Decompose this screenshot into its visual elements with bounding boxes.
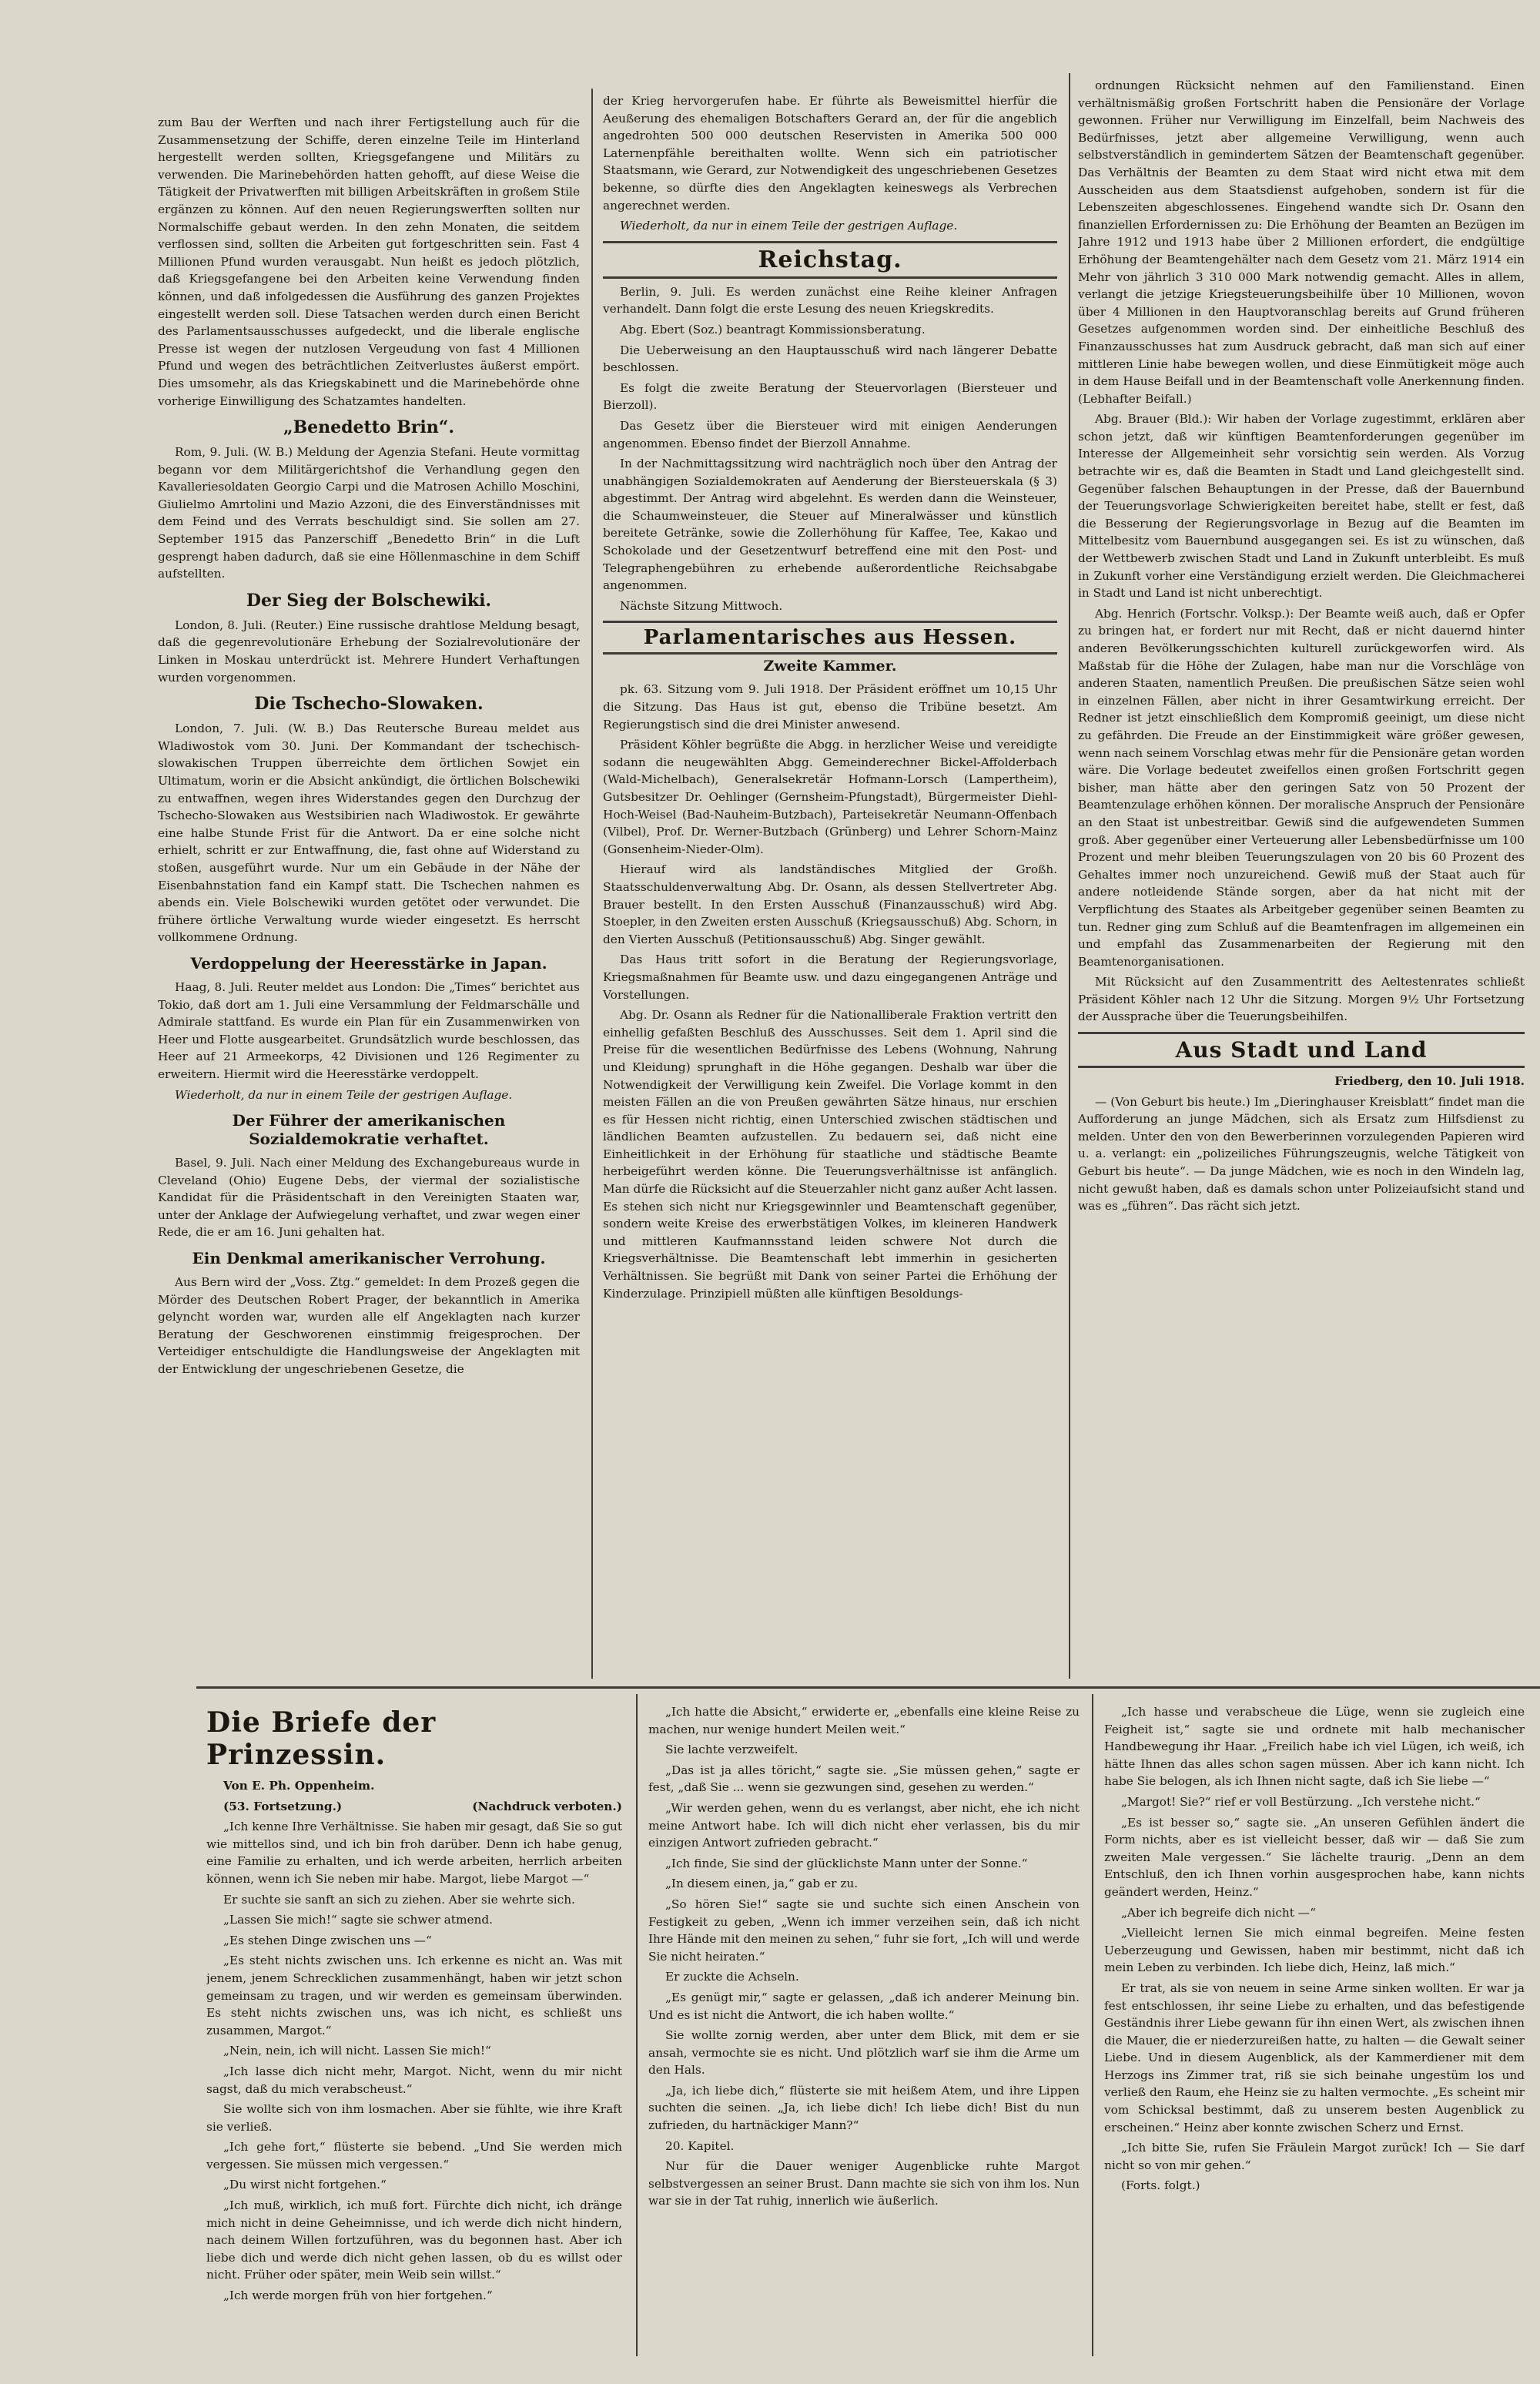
- hessen-header: [603, 621, 1057, 655]
- article-title: „Benedetto Brin“.: [283, 417, 455, 438]
- paragraph: Abg. Brauer (Bld.): Wir haben der Vorlage zugestimmt, erklären aber schon jetzt, daß wir künftigen Beamtenforderungen gegenüber im Interesse der Allgemeinheit sehr vorsichtig sein werden. Als Vorzug betrachte wir es, daß die Beamten in Stadt und Land gleichgestellt sind. Gegenüber falschen Behauptungen in der Presse, daß der Bauernbund der Teuerungsvorlage Schwierigkeiten bereitet habe, stellt er fest, daß die Besserung der Regierungsvorlage in Bezug auf die Beamten im Mittelbesitz vom Bauernbund ausgegangen sei. Es ist zu wünschen, daß der Wettbewerb zwischen Stadt und Land in Zukunft unterbleibt. Es muß in Zukunft vorher eine Verständigung erzielt werden. Die Gleichmacherei in Stadt und Land ist nicht unberechtigt.: [1078, 412, 1525, 601]
- paragraph: „Es genügt mir,“ sagte er gelassen, „daß ich anderer Meinung bin. Und es ist nicht die Antwort, die ich haben wollte.“: [648, 1990, 1080, 2022]
- novel-column-2-after: [648, 2158, 1080, 2210]
- stadt-body: [1078, 1093, 1525, 1215]
- paragraph: Er trat, als sie von neuem in seine Arme sinken wollten. Er war ja fest entschlossen, ihr seine Liebe zu erhalten, und das befestigende Geständnis ihrer Liebe gewann für ihn einen Wert, als zwischen ihnen die Mauer, die er niederzureißen hatte, zu halten — die Gewalt seiner Liebe. Und in diesem Augenblick, als der Kammerdiener mit dem Herzogs ins Zimmer trat, riß sie sich beinahe ungestüm los und verließ den Raum, ehe Heinz sie zu halten vermochte. „Es scheint mir vom Schicksal bestimmt, daß zu unserem besten Augenblick zu erscheinen.“ Heinz aber konnte zwischen Scherz und Ernst.: [1104, 1981, 1525, 2135]
- paragraph: „Margot! Sie?“ rief er voll Bestürzung. „Ich verstehe nicht.“: [1121, 1794, 1481, 1809]
- column-2-intro: [603, 92, 1057, 214]
- novel-chapter: 20. Kapitel.: [665, 2138, 735, 2153]
- hessen-subtitle: Zweite Kammer.: [763, 658, 897, 675]
- paragraph: „Ich muß, wirklich, ich muß fort. Fürchte dich nicht, ich dränge mich nicht in deine Geheimnisse, und ich werde dich nicht hindern, nach deinem Willen fortzuführen, was du begonnen hast. Aber ich liebe dich und werde dich nicht gehen lassen, ob du es willst oder nicht. Früher oder später, mein Weib sein willst.“: [206, 2198, 622, 2282]
- column-3-intro: [1078, 77, 1525, 1026]
- reichstag-body: [603, 283, 1057, 615]
- paragraph: „Ich werde morgen früh von hier fortgehen.“: [223, 2289, 493, 2303]
- paragraph: der Krieg hervorgerufen habe. Er führte als Beweismittel hierfür die Aeußerung des ehemaligen Botschafters Gerard an, der für die angeblich angedrohten 500 000 deutschen Reservisten in Amerika 500 000 Laternenpfähle bereithalten wollte. Wenn sich ein patriotischer Staatsmann, wie Gerard, zur Notwendigkeit des ungeschriebenen Gesetzes bekenne, so dürfte dies den Angeklagten keineswegs als Verbrechen angerechnet werden.: [603, 94, 1057, 213]
- article-title: Verdoppelung der Heeresstärke in Japan.: [190, 953, 547, 973]
- paragraph: „Nein, nein, ich will nicht. Lassen Sie mich!“: [223, 2044, 491, 2058]
- paragraph: Nur für die Dauer weniger Augenblicke ruhte Margot selbstvergessen an seiner Brust. Dann machte sie sich von ihm los. Nun war sie in der Tat ruhig, innerlich wie äußerlich.: [648, 2159, 1080, 2208]
- paragraph: Präsident Köhler begrüßte die Abgg. in herzlicher Weise und vereidigte sodann die neugewählten Abgg. Gemeinderechner Bickel-Affolderbach (Wald-Michelbach), Generalsekretär Hofmann-Lorsch (Lampertheim), Gutsbesitzer Dr. Oehlinger (Gernsheim-Pfungstadt), Bürgermeister Diehl-Hoch-Weisel (Bad-Nauheim-Butzbach), Parteisekretär Neumann-Offenbach (Vilbel), Prof. Dr. Werner-Butzbach (Grünberg) und Lehrer Schorn-Mainz (Gonsenheim-Nieder-Olm).: [603, 738, 1057, 856]
- article-title: Der Führer der amerikanischen Sozialdemokratie verhaftet.: [232, 1111, 506, 1149]
- repeat-note: Wiederholt, da nur in einem Teile der gestrigen Auflage.: [175, 1087, 513, 1102]
- novel-rights: (Nachdruck verboten.): [472, 1799, 622, 1813]
- column-1-articles: [158, 417, 580, 1378]
- paragraph: „Lassen Sie mich!“ sagte sie schwer atmend.: [223, 1913, 494, 1927]
- paragraph: Sie lachte verzweifelt.: [665, 1743, 798, 1757]
- column-rule-2: [1069, 73, 1070, 1679]
- paragraph: „Vielleicht lernen Sie mich einmal begreifen. Meine festen Ueberzeugung und Gewissen, haben mir bestimmt, nicht daß ich mein Leben zu verbinden. Ich liebe dich, Heinz, laß mich.“: [1104, 1926, 1525, 1975]
- paragraph: „Es ist besser so,“ sagte sie. „An unseren Gefühlen ändert die Form nichts, aber es ist vielleicht besser, daß wir — daß Sie zum zweiten Male vergessen.“ Sie lächelte traurig. „Denn an dem Entschluß, den ich Ihnen vorhin ausgesprochen habe, kann nichts geändert werden, Heinz.“: [1104, 1815, 1525, 1899]
- paragraph: Rom, 9. Juli. (W. B.) Meldung der Agenzia Stefani. Heute vormittag begann vor dem Militärgerichtshof die Verhandlung gegen den Kavalleriesoldaten Georgio Carpi und die Matrosen Achillo Moschini, Giulielmo Amrtolini und Mazio Azzoni, die des Einverständnisses mit dem Feind und des Verrats beschuldigt sind. Sie sollen am 27. September 1915 das Panzerschiff „Benedetto Brin“ in die Luft gesprengt haben dadurch, daß sie eine Höllenmaschine in dem Schiff aufstellten.: [158, 445, 580, 581]
- reichstag-title: Reichstag.: [758, 246, 902, 273]
- repeat-note: Wiederholt, da nur in einem Teile der gestrigen Auflage.: [620, 219, 958, 233]
- paragraph: Abg. Henrich (Fortschr. Volksp.): Der Beamte weiß auch, daß er Opfer zu bringen hat, er fordert nur mit Recht, daß er nicht dauernd hinter anderen Bevölkerungsschichten kulturell zurückgeworfen wird. Als Maßstab für die Höhe der Zulagen, habe man nur die Vorschläge von anderen Staaten, namentlich Preußen. Die preußischen Sätze seien wohl in einzelnen Fällen, aber nicht in ihrer Gesamtwirkung erreicht. Der Redner ist jetzt einschließlich dem Kompromiß geeinigt, um diese nicht zu gefährden. Die Freude an der Einstimmigkeit wäre größer gewesen, wenn nach seinem Vorschlag etwas mehr für die Pensionäre getan worden wäre. Die Vorlage bedeutet zweifellos einen großen Fortschritt gegen bisher, man hätte aber den geringen Satz von 50 Prozent der Beamtenzulage erhöhen können. Der moralische Anspruch der Pensionäre an den Staat ist unbestreitbar. Gewiß sind die aufgewendeten Summen groß. Aber gegenüber einer Verteuerung aller Lebensbedürfnisse um 100 Prozent und mehr bleiben Teuerungszulagen von 20 bis 60 Prozent des Gehaltes immer noch unzureichend. Gewiß muß der Staat auch für andere notleidende Stände sorgen, aber da hat nicht mit der Verpflichtung des Staates als Arbeitgeber gegenüber seinen Beamten zu tun. Redner ging zum Schluß auf die Beamtenfragen im allgemeinen ein und empfahl das Zusammenarbeiten der Regierung mit den Beamtenorganisationen.: [1078, 606, 1525, 969]
- novel-part-line: [206, 1798, 622, 1816]
- novel-continued: (Forts. folgt.): [1121, 2178, 1200, 2193]
- column-1: [158, 114, 580, 1677]
- paragraph: Abg. Dr. Osann als Redner für die Nationalliberale Fraktion vertritt den einhellig gefaßten Beschluß des Ausschusses. Seit dem 1. April sind die Preise für die wesentlichen Bedürfnisse des Lebens (Wohnung, Nahrung und Kleidung) sprunghaft in die Höhe gegangen. Deshalb war über die Notwendigkeit der Verwilligung kein Zweifel. Die Vorlage kommt in den meisten Fällen an die von Preußen gewährten Sätze hinaus, nur erschien es für Hessen nicht richtig, einen Unterschied zwischen städtischen und ländlichen Beamten aufzustellen. Zu bedauern sei, daß nicht eine Einheitlichkeit in der Erhöhung für staatliche und städtische Beamte herbeigeführt werden könne. Die Teuerungsverhältnisse ist anfänglich. Man dürfe die Rücksicht auf die Steuerzahler nicht ganz außer Acht lassen. Es stehen sich nicht nur Kriegsgewinnler und Beamtenschaft gegenüber, sondern weite Kreise des erwerbstätigen Volkes, im kleineren Handwerk und mittleren Kaufmannsstand leiden schwere Not durch die Kriegsverhältnisse. Die Beamtenschaft lebt immerhin in gesicherten Verhältnissen. Sie begrüßt mit Dank von seiner Partei die Erhöhung der Kinderzulage. Prinzipiell müßten alle künftigen Besoldungs-: [603, 1008, 1057, 1301]
- hessen-body: [603, 681, 1057, 1302]
- paragraph: „Das ist ja alles töricht,“ sagte sie. „Sie müssen gehen,“ sagte er fest, „daß Sie ... wenn sie gezwungen sind, gesehen zu werden.“: [648, 1763, 1080, 1795]
- paragraph: „Ich hasse und verabscheue die Lüge, wenn sie zugleich eine Feigheit ist,“ sagte sie und ordnete mit halb mechanischer Handbewegung ihr Haar. „Freilich habe ich viel Lügen, ich weiß, ich hätte Ihnen das alles schon sagen müssen. Aber ich kann nicht. Ich habe Sie belogen, als ich Ihnen nicht sagte, daß ich Sie liebe —“: [1104, 1705, 1525, 1789]
- novel-column-1: [206, 1703, 622, 2366]
- paragraph: „Ich bitte Sie, rufen Sie Fräulein Margot zurück! Ich — Sie darf nicht so von mir gehen.“: [1104, 2141, 1525, 2172]
- paragraph: „Ich kenne Ihre Verhältnisse. Sie haben mir gesagt, daß Sie so gut wie mittellos sind, und ich bin froh darüber. Denn ich habe genug, eine Familie zu erhalten, und ich werde arbeiten, herrlich arbeiten können, wenn ich Sie neben mir habe. Margot, liebe Margot —“: [206, 1820, 622, 1886]
- stadt-dateline: Friedberg, den 10. Juli 1918.: [1334, 1074, 1525, 1089]
- paragraph: „Ja, ich liebe dich,“ flüsterte sie mit heißem Atem, und ihre Lippen suchten die seinen. „Ja, ich liebe dich! Ich liebe dich! Bist du nun zufrieden, du hartnäckiger Mann?“: [648, 2083, 1080, 2133]
- novel-column-1-body: [206, 1818, 622, 2304]
- novel-author: Von E. Ph. Oppenheim.: [223, 1779, 375, 1793]
- stadt-header: [1078, 1032, 1525, 1068]
- feuilleton-rule: [196, 1686, 1540, 1689]
- paragraph: Basel, 9. Juli. Nach einer Meldung des Exchangebureaus wurde in Cleveland (Ohio) Eugene Debs, der viermal der sozialistische Kandidat für die Präsidentschaft in den Vereinigten Staaten war, unter der Anklage der Aufwiegelung verhaftet, und zwar wegen einer Rede, die er am 16. Juni gehalten hat.: [158, 1156, 580, 1240]
- paragraph: „Aber ich begreife dich nicht —“: [1121, 1905, 1316, 1920]
- paragraph: Sie wollte zornig werden, aber unter dem Blick, mit dem er sie ansah, vermochte sie es nicht. Und plötzlich warf sie ihm die Arme um den Hals.: [648, 2028, 1080, 2078]
- paragraph: „In diesem einen, ja,“ gab er zu.: [665, 1877, 859, 1891]
- paragraph: In der Nachmittagssitzung wird nachträglich noch über den Antrag der unabhängigen Sozialdemokraten auf Aenderung der Biersteuerskala (§ 3) abgestimmt. Der Antrag wird abgelehnt. Es werden dann die Weinsteuer, die Schaumweinsteuer, die Steuer auf Mineralwässer und künstlich bereitete Getränke, sowie die Zollerhöhung für Kaffee, Tee, Kakao und Schokolade und der Gesetzentwurf betreffend eine mit den Post- und Telegraphengebühren zu erhebende außerordentliche Reichsabgabe angenommen.: [603, 457, 1057, 593]
- hessen-title: Parlamentarisches aus Hessen.: [643, 626, 1017, 650]
- paragraph: Das Haus tritt sofort in die Beratung der Regierungsvorlage, Kriegsmaßnahmen für Beamte usw. und dazu eingegangenen Anträge und Vorstellungen.: [603, 953, 1057, 1002]
- paragraph: „Ich lasse dich nicht mehr, Margot. Nicht, wenn du mir nicht sagst, daß du mich verabscheust.“: [206, 2064, 622, 2096]
- article-title: Der Sieg der Bolschewiki.: [246, 590, 492, 611]
- paragraph: London, 8. Juli. (Reuter.) Eine russische drahtlose Meldung besagt, daß die gegenrevolutionäre Erhebung der Sozialrevolutionäre der Linken in Moskau unterdrückt ist. Mehrere Hundert Verhaftungen wurden vorgenommen.: [158, 618, 580, 685]
- paragraph: „Ich hatte die Absicht,“ erwiderte er, „ebenfalls eine kleine Reise zu machen, nur wenige hundert Meilen weit.“: [648, 1705, 1080, 1736]
- column-rule-1: [591, 89, 593, 1679]
- article-title: Ein Denkmal amerikanischer Verrohung.: [192, 1249, 546, 1268]
- paragraph: Aus Bern wird der „Voss. Ztg.“ gemeldet: In dem Prozeß gegen die Mörder des Deutschen Robert Prager, der bekanntlich in Amerika gelyncht worden war, wurden alle elf Angeklagten nach kurzer Beratung der Geschworenen einstimmig freigesprochen. Der Verteidiger entschuldigte die Handlungsweise der Angeklagten mit der Entwicklung der ungeschriebenen Gesetze, die: [158, 1275, 580, 1377]
- paragraph: Abg. Ebert (Soz.) beantragt Kommissionsberatung.: [620, 322, 926, 337]
- novel-rule-1: [636, 1694, 638, 2356]
- paragraph: Nächste Sitzung Mittwoch.: [620, 598, 783, 613]
- paragraph: Berlin, 9. Juli. Es werden zunächst eine Reihe kleiner Anfragen verhandelt. Dann folgt die erste Lesung des neuen Kriegskredits.: [603, 284, 1057, 316]
- stadt-title: Aus Stadt und Land: [1175, 1037, 1428, 1063]
- novel-column-3-body: [1104, 1703, 1525, 2174]
- paragraph: „Wir werden gehen, wenn du es verlangst, aber nicht, ehe ich nicht meine Antwort habe. Ich will dich nicht eher verlassen, bis du mir einzigen Antwort zufrieden gebracht.“: [648, 1800, 1080, 1850]
- paragraph: Hierauf wird als landständisches Mitglied der Großh. Staatsschuldenverwaltung Abg. Dr. Osann, als dessen Stellvertreter Abg. Brauer bestellt. In den Ersten Ausschuß (Finanzausschuß) wird Abg. Stoepler, in den Zweiten ersten Ausschuß (Kriegsausschuß) Abg. Schorn, in den Vierten Ausschuß (Petitionsausschuß) Abg. Singer gewählt.: [603, 862, 1057, 946]
- paragraph: Die Ueberweisung an den Hauptausschuß wird nach längerer Debatte beschlossen.: [603, 343, 1057, 375]
- paragraph: „Du wirst nicht fortgehen.“: [223, 2178, 387, 2192]
- paragraph: „Es steht nichts zwischen uns. Ich erkenne es nicht an. Was mit jenem, jenem Schrecklichen zusammenhängt, haben wir jetzt schon gemeinsam zu tragen, und wir werden es gemeinsam überwinden. Es steht nichts zwischen uns, was ich nicht, es schließt uns zusammen, Margot.“: [206, 1954, 622, 2037]
- novel-column-2: [648, 1703, 1080, 2366]
- paragraph: „Ich gehe fort,“ flüsterte sie bebend. „Und Sie werden mich vergessen. Sie müssen mich vergessen.“: [206, 2140, 622, 2171]
- paragraph: „Ich finde, Sie sind der glücklichste Mann unter der Sonne.“: [665, 1856, 1028, 1870]
- paragraph: Haag, 8. Juli. Reuter meldet aus London: Die „Times“ berichtet aus Tokio, daß dort am 1. Juli eine Versammlung der Feldmarschälle und Admirale stattfand. Es wurde ein Plan für ein Zusammenwirken von Heer und Flotte ausgearbeitet. Grundsätzlich wurde beschlossen, das Heer auf 21 Armeekorps, 42 Divisionen und 126 Regimenter zu erweitern. Hiermit wird die Heeresstärke verdoppelt.: [158, 979, 580, 1081]
- paragraph: London, 7. Juli. (W. B.) Das Reutersche Bureau meldet aus Wladiwostok vom 30. Juni. Der Kommandant der tschechisch-slowakischen Truppen überreichte dem örtlichen Sowjet ein Ultimatum, worin er die Absicht ankündigt, die örtlichen Bolschewiki zu entwaffnen, wegen ihres Widerstandes gegen den Durchzug der Tschecho-Slowaken aus Westsibirien nach Wladiwostok. Er gewährte eine halbe Stunde Frist für die Antwort. Da er eine solche nicht erhielt, schritt er zur Entwaffnung, die, fast ohne auf Widerstand zu stoßen, ausgeführt wurde. Nur um ein Gebäude in der Nähe der Eisenbahnstation fand ein Kampf statt. Die Tschechen nahmen es abends ein. Viele Bolschewiki wurden getötet oder verwundet. Die frühere örtliche Verwaltung wurde wieder eingesetzt. Es herrscht vollkommene Ordnung.: [158, 722, 580, 945]
- paragraph: zum Bau der Werften und nach ihrer Fertigstellung auch für die Zusammensetzung der Schiffe, deren einzelne Teile im Hinterland hergestellt werden sollten, Kriegsgefangene und Militärs zu verwenden. Die Marinebehörden hatten gehofft, auf diese Weise die Tätigkeit der Privatwerften mit billigen Arbeitskräften in großem Stile ergänzen zu können. Auf den neuen Regierungswerften sollten nur Normalschiffe gebaut werden. In den zehn Monaten, die seitdem verflossen sind, sollten die Arbeiten gut fortgeschritten sein. Fast 4 Millionen Pfund wurden verausgabt. Nun heißt es jedoch plötzlich, daß Kriegsgefangene bei den Arbeiten keine Verwendung finden können, und daß infolgedessen die Ausführung des ganzen Projektes eingestellt werden soll. Diese Tatsachen werden durch einen Bericht des Parlamentsausschusses aufgedeckt, und die liberale englische Presse ist wegen der nutzlosen Vergeudung von fast 4 Millionen Pfund und wegen des beträchtlichen Zeitverlustes äußerst empört. Dies umsomehr, als das Kriegskabinett und die Marinebehörde ohne vorherige Einwilligung des Schatzamtes handelten.: [158, 116, 580, 408]
- paragraph: ordnungen Rücksicht nehmen auf den Familienstand. Einen verhältnismäßig großen Fortschritt haben die Pensionäre der Vorlage gewonnen. Früher nur Verwilligung im Einzelfall, beim Nachweis des Bedürfnisses, jetzt aber allgemeine Verwilligung, wenn auch selbstverständlich in gemindertem Sätzen der Beamtenschaft gegenüber. Das Verhältnis der Beamten zu dem Staat wird nicht etwa mit dem Ausscheiden aus dem Staatsdienst aufgehoben, sondern ist für die Lebenszeiten abgeschlossenes. Eingehend wandte sich Dr. Osann den finanziellen Erfordernissen zu: Die Erhöhung der Beamten an Bezügen im Jahre 1912 und 1913 habe über 2 Millionen erfordert, die endgültige Erhöhung der Beamtengehälter nach dem Gesetz vom 21. März 1914 ein Mehr von jährlich 3 310 000 Mark notwendig gemacht. Alles in allem, verlangt die jetzige Kriegsteuerungsbeihilfe über 10 Millionen, wovon über 4 Millionen in den Hauptvoranschlag bereits auf Grund früheren Gesetzes aufgenommen worden sind. Der einheitliche Beschluß des Finanzausschusses hat zum Ausdruck gebracht, daß man sich auf einer mittleren Linie habe bewegen wollen, und diese Einmütigkeit möge auch in dem Hause Beifall und in der Beamtenschaft volle Anerkennung finden. (Lebhafter Beifall.): [1078, 79, 1525, 406]
- reichstag-header: [603, 241, 1057, 279]
- article-title: Die Tschecho-Slowaken.: [254, 694, 484, 715]
- column-2: [603, 92, 1057, 1679]
- paragraph: pk. 63. Sitzung vom 9. Juli 1918. Der Präsident eröffnet um 10,15 Uhr die Sitzung. Das Haus ist gut, ebenso die Tribüne besetzt. Am Regierungstisch sind die drei Minister anwesend.: [603, 682, 1057, 732]
- novel-column-3: [1104, 1703, 1525, 2366]
- column-1-intro: [158, 114, 580, 410]
- novel-title: Die Briefe der Prinzessin.: [206, 1706, 437, 1771]
- paragraph: — (Von Geburt bis heute.) Im „Dieringhauser Kreisblatt“ findet man die Aufforderung an junge Mädchen, sich als Ersatz zum Hilfsdienst zu melden. Unter den von den Bewerberinnen vorzulegenden Papieren wird u. a. verlangt: ein „polizeiliches Führungszeugnis, welche Tätigkeit von Geburt bis heute“. — Da junge Mädchen, wie es noch in den Windeln lag, nicht gewußt haben, daß es damals schon unter Polizeiaufsicht stand und was es „führen“. Das rächt sich jetzt.: [1078, 1094, 1525, 1214]
- paragraph: „So hören Sie!“ sagte sie und suchte sich einen Anschein von Festigkeit zu geben, „Wenn ich immer verzeihen sein, daß ich nicht Ihre Hände mit den meinen zu sehen,“ fuhr sie fort, „Ich will und werde Sie nicht heiraten.“: [648, 1897, 1080, 1964]
- paragraph: Er zuckte die Achseln.: [665, 1970, 799, 1984]
- novel-part: (53. Fortsetzung.): [223, 1799, 343, 1813]
- novel-rule-2: [1092, 1694, 1093, 2356]
- paragraph: Es folgt die zweite Beratung der Steuervorlagen (Biersteuer und Bierzoll).: [603, 380, 1057, 413]
- paragraph: Mit Rücksicht auf den Zusammentritt des Aeltestenrates schließt Präsident Köhler nach 12 Uhr die Sitzung. Morgen 9½ Uhr Fortsetzung der Aussprache über die Teuerungsbeihilfen.: [1078, 975, 1525, 1024]
- paragraph: „Es stehen Dinge zwischen uns —“: [223, 1933, 432, 1947]
- paragraph: Er suchte sie sanft an sich zu ziehen. Aber sie wehrte sich.: [223, 1892, 575, 1907]
- paragraph: Das Gesetz über die Biersteuer wird mit einigen Aenderungen angenommen. Ebenso findet der Bierzoll Annahme.: [603, 418, 1057, 450]
- novel-column-2-body: [648, 1703, 1080, 2135]
- paragraph: Sie wollte sich von ihm losmachen. Aber sie fühlte, wie ihre Kraft sie verließ.: [206, 2102, 622, 2134]
- column-3: [1078, 77, 1525, 1679]
